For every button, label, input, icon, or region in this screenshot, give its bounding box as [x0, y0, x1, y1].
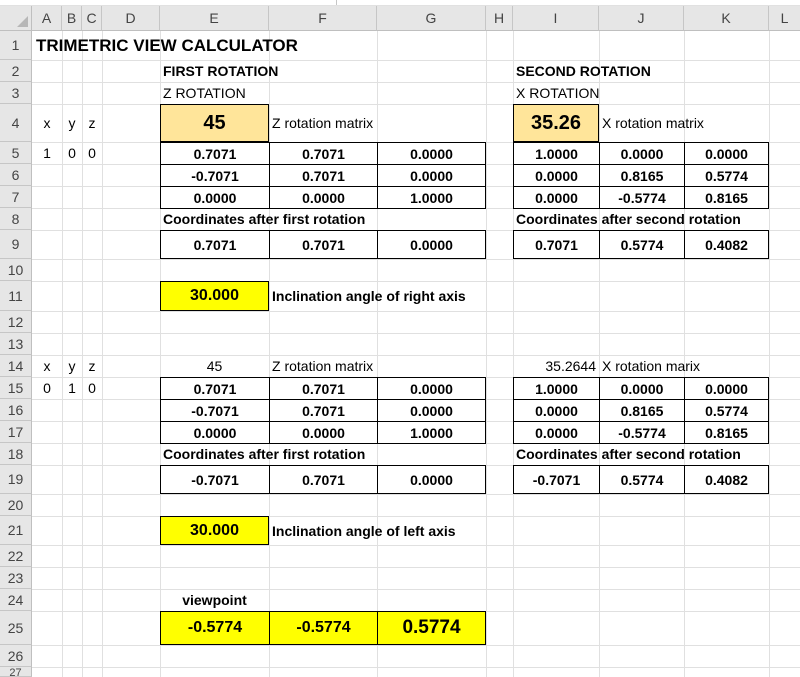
gridline-vertical	[102, 31, 103, 677]
row-header-23[interactable]: 23	[0, 567, 32, 589]
viewpoint-cell[interactable]: -0.5774	[160, 611, 270, 645]
column-header-f[interactable]: F	[269, 6, 377, 31]
row-header-21[interactable]: 21	[0, 516, 32, 545]
xyz-label-y[interactable]: y	[68, 358, 76, 374]
row-header-18[interactable]: 18	[0, 443, 32, 465]
gridline-horizontal	[32, 667, 800, 668]
row-header-19[interactable]: 19	[0, 465, 32, 494]
gridline-horizontal	[32, 311, 800, 312]
x-matrix-cell[interactable]: 0.0000	[513, 399, 600, 422]
z-matrix-cell[interactable]: -0.7071	[160, 399, 270, 422]
x-matrix-label[interactable]: X rotation marix	[602, 358, 701, 374]
x-matrix-cell[interactable]: 0.8165	[684, 421, 769, 444]
row-header-9[interactable]: 9	[0, 230, 32, 259]
xyz-label-y[interactable]: y	[68, 115, 76, 131]
row-header-11[interactable]: 11	[0, 281, 32, 311]
coords-second-cell[interactable]: 0.4082	[684, 230, 769, 259]
coords-first-cell[interactable]: 0.0000	[377, 465, 486, 494]
z-matrix-cell[interactable]: 1.0000	[377, 421, 486, 444]
column-header-b[interactable]: B	[62, 6, 82, 31]
coords-second-cell[interactable]: 0.5774	[599, 230, 685, 259]
row-header-12[interactable]: 12	[0, 311, 32, 333]
gridline-horizontal	[32, 494, 800, 495]
gridline-horizontal	[32, 589, 800, 590]
xyz-value-x[interactable]: 1	[43, 145, 51, 161]
z-rotation-heading[interactable]: Z ROTATION	[163, 85, 246, 101]
z-matrix-cell[interactable]: 0.7071	[269, 142, 378, 165]
x-matrix-cell[interactable]: 0.0000	[513, 164, 600, 187]
coords-first-cell[interactable]: 0.7071	[269, 230, 378, 259]
z-matrix-cell[interactable]: 0.7071	[160, 142, 270, 165]
gridline-vertical	[486, 31, 487, 677]
x-matrix-cell[interactable]: -0.5774	[599, 421, 685, 444]
row-header-6[interactable]: 6	[0, 164, 32, 186]
row-header-20[interactable]: 20	[0, 494, 32, 516]
xyz-value-y[interactable]: 1	[68, 380, 76, 396]
xyz-value-y[interactable]: 0	[68, 145, 76, 161]
viewpoint-label[interactable]: viewpoint	[182, 592, 247, 608]
row-header-13[interactable]: 13	[0, 333, 32, 355]
z-matrix-cell[interactable]: 0.0000	[160, 186, 270, 209]
viewpoint-cell[interactable]: 0.5774	[377, 611, 486, 645]
gridline-horizontal	[32, 567, 800, 568]
coords-first-cell[interactable]: 0.0000	[377, 230, 486, 259]
select-all-triangle-icon	[17, 16, 28, 27]
z-matrix-cell[interactable]: 0.0000	[377, 142, 486, 165]
x-matrix-cell[interactable]: 1.0000	[513, 377, 600, 400]
row-header-4[interactable]: 4	[0, 104, 32, 142]
first-rotation-heading[interactable]: FIRST ROTATION	[163, 63, 279, 79]
coords-first-cell[interactable]: 0.7071	[160, 230, 270, 259]
z-matrix-cell[interactable]: 1.0000	[377, 186, 486, 209]
x-matrix-cell[interactable]: 0.0000	[513, 421, 600, 444]
x-matrix-cell[interactable]: 0.0000	[599, 377, 685, 400]
coords-second-label[interactable]: Coordinates after second rotation	[516, 446, 741, 462]
x-matrix-label[interactable]: X rotation matrix	[602, 115, 704, 131]
row-header-5[interactable]: 5	[0, 142, 32, 164]
inclination-left-label[interactable]: Inclination angle of left axis	[272, 522, 456, 539]
x-matrix-cell[interactable]: -0.5774	[599, 186, 685, 209]
z-matrix-cell[interactable]: 0.7071	[160, 377, 270, 400]
row-header-25[interactable]: 25	[0, 611, 32, 645]
row-header-27[interactable]: 27	[0, 667, 32, 677]
x-angle-value[interactable]: 35.2644	[545, 358, 596, 374]
xyz-label-z[interactable]: z	[88, 115, 96, 131]
gridline-horizontal	[32, 645, 800, 646]
viewpoint-cell[interactable]: -0.5774	[269, 611, 378, 645]
row-header-14[interactable]: 14	[0, 355, 32, 377]
row-header-8[interactable]: 8	[0, 208, 32, 230]
x-matrix-cell[interactable]: 0.8165	[684, 186, 769, 209]
row-header-17[interactable]: 17	[0, 421, 32, 443]
xyz-label-x[interactable]: x	[43, 115, 51, 131]
x-matrix-cell[interactable]: 0.0000	[599, 142, 685, 165]
xyz-value-z[interactable]: 0	[88, 145, 96, 161]
row-header-2[interactable]: 2	[0, 60, 32, 82]
coords-first-cell[interactable]: 0.7071	[269, 465, 378, 494]
x-matrix-cell[interactable]: 0.0000	[513, 186, 600, 209]
column-header-j[interactable]: J	[599, 6, 684, 31]
column-header-k[interactable]: K	[684, 6, 769, 31]
xyz-label-z[interactable]: z	[88, 358, 96, 374]
xyz-value-x[interactable]: 0	[43, 380, 51, 396]
row-header-3[interactable]: 3	[0, 82, 32, 104]
coords-second-cell[interactable]: -0.7071	[513, 465, 600, 494]
z-matrix-cell[interactable]: 0.0000	[377, 377, 486, 400]
row-header-16[interactable]: 16	[0, 399, 32, 421]
row-header-1[interactable]: 1	[0, 31, 32, 60]
z-matrix-cell[interactable]: 0.0000	[377, 164, 486, 187]
z-matrix-cell[interactable]: 0.0000	[269, 186, 378, 209]
x-rotation-heading[interactable]: X ROTATION	[516, 85, 600, 101]
z-matrix-cell[interactable]: 0.7071	[269, 399, 378, 422]
z-angle-input[interactable]: 45	[160, 104, 269, 142]
xyz-label-x[interactable]: x	[43, 358, 51, 374]
x-matrix-cell[interactable]: 0.5774	[684, 164, 769, 187]
x-angle-input[interactable]: 35.26	[513, 104, 599, 142]
gridline-horizontal	[32, 545, 800, 546]
sheet-title[interactable]: TRIMETRIC VIEW CALCULATOR	[36, 35, 298, 55]
inclination-right-label[interactable]: Inclination angle of right axis	[272, 288, 466, 304]
row-header-26[interactable]: 26	[0, 645, 32, 667]
inclination-left-value[interactable]: 30.000	[160, 516, 269, 545]
coords-second-cell[interactable]: 0.7071	[513, 230, 600, 259]
coords-first-label[interactable]: Coordinates after first rotation	[163, 446, 366, 462]
z-matrix-cell[interactable]: -0.7071	[160, 164, 270, 187]
x-matrix-cell[interactable]: 0.8165	[599, 399, 685, 422]
coords-first-label[interactable]: Coordinates after first rotation	[163, 211, 366, 227]
coords-second-cell[interactable]: 0.5774	[599, 465, 685, 494]
second-rotation-heading[interactable]: SECOND ROTATION	[516, 63, 651, 79]
column-header-d[interactable]: D	[102, 6, 160, 31]
coords-first-cell[interactable]: -0.7071	[160, 465, 270, 494]
z-matrix-cell[interactable]: 0.0000	[377, 399, 486, 422]
coords-second-cell[interactable]: 0.4082	[684, 465, 769, 494]
z-matrix-label[interactable]: Z rotation matrix	[272, 115, 374, 131]
ribbon-separator	[336, 0, 337, 5]
column-header-g[interactable]: G	[377, 6, 486, 31]
gridline-horizontal	[32, 259, 800, 260]
z-matrix-label[interactable]: Z rotation matrix	[272, 358, 374, 374]
gridline-vertical	[769, 31, 770, 677]
xyz-value-z[interactable]: 0	[88, 380, 96, 396]
x-matrix-cell[interactable]: 0.5774	[684, 399, 769, 422]
row-header-24[interactable]: 24	[0, 589, 32, 611]
x-matrix-cell[interactable]: 0.0000	[684, 377, 769, 400]
z-matrix-cell[interactable]: 0.7071	[269, 164, 378, 187]
x-matrix-cell[interactable]: 0.8165	[599, 164, 685, 187]
row-header-15[interactable]: 15	[0, 377, 32, 399]
column-header-l[interactable]: L	[769, 6, 800, 31]
inclination-right-value[interactable]: 30.000	[160, 281, 269, 311]
z-matrix-cell[interactable]: 0.0000	[269, 421, 378, 444]
z-matrix-cell[interactable]: 0.7071	[269, 377, 378, 400]
row-header-7[interactable]: 7	[0, 186, 32, 208]
z-matrix-cell[interactable]: 0.0000	[160, 421, 270, 444]
column-header-e[interactable]: E	[160, 6, 269, 31]
x-matrix-cell[interactable]: 1.0000	[513, 142, 600, 165]
z-angle-value[interactable]: 45	[206, 358, 223, 374]
gridline-horizontal	[32, 333, 800, 334]
column-header-i[interactable]: I	[513, 6, 599, 31]
row-header-10[interactable]: 10	[0, 259, 32, 281]
column-header-h[interactable]: H	[486, 6, 513, 31]
x-matrix-cell[interactable]: 0.0000	[684, 142, 769, 165]
coords-second-label[interactable]: Coordinates after second rotation	[516, 211, 741, 227]
select-all-button[interactable]	[0, 6, 32, 31]
column-header-a[interactable]: A	[32, 6, 62, 31]
column-header-c[interactable]: C	[82, 6, 102, 31]
row-header-22[interactable]: 22	[0, 545, 32, 567]
